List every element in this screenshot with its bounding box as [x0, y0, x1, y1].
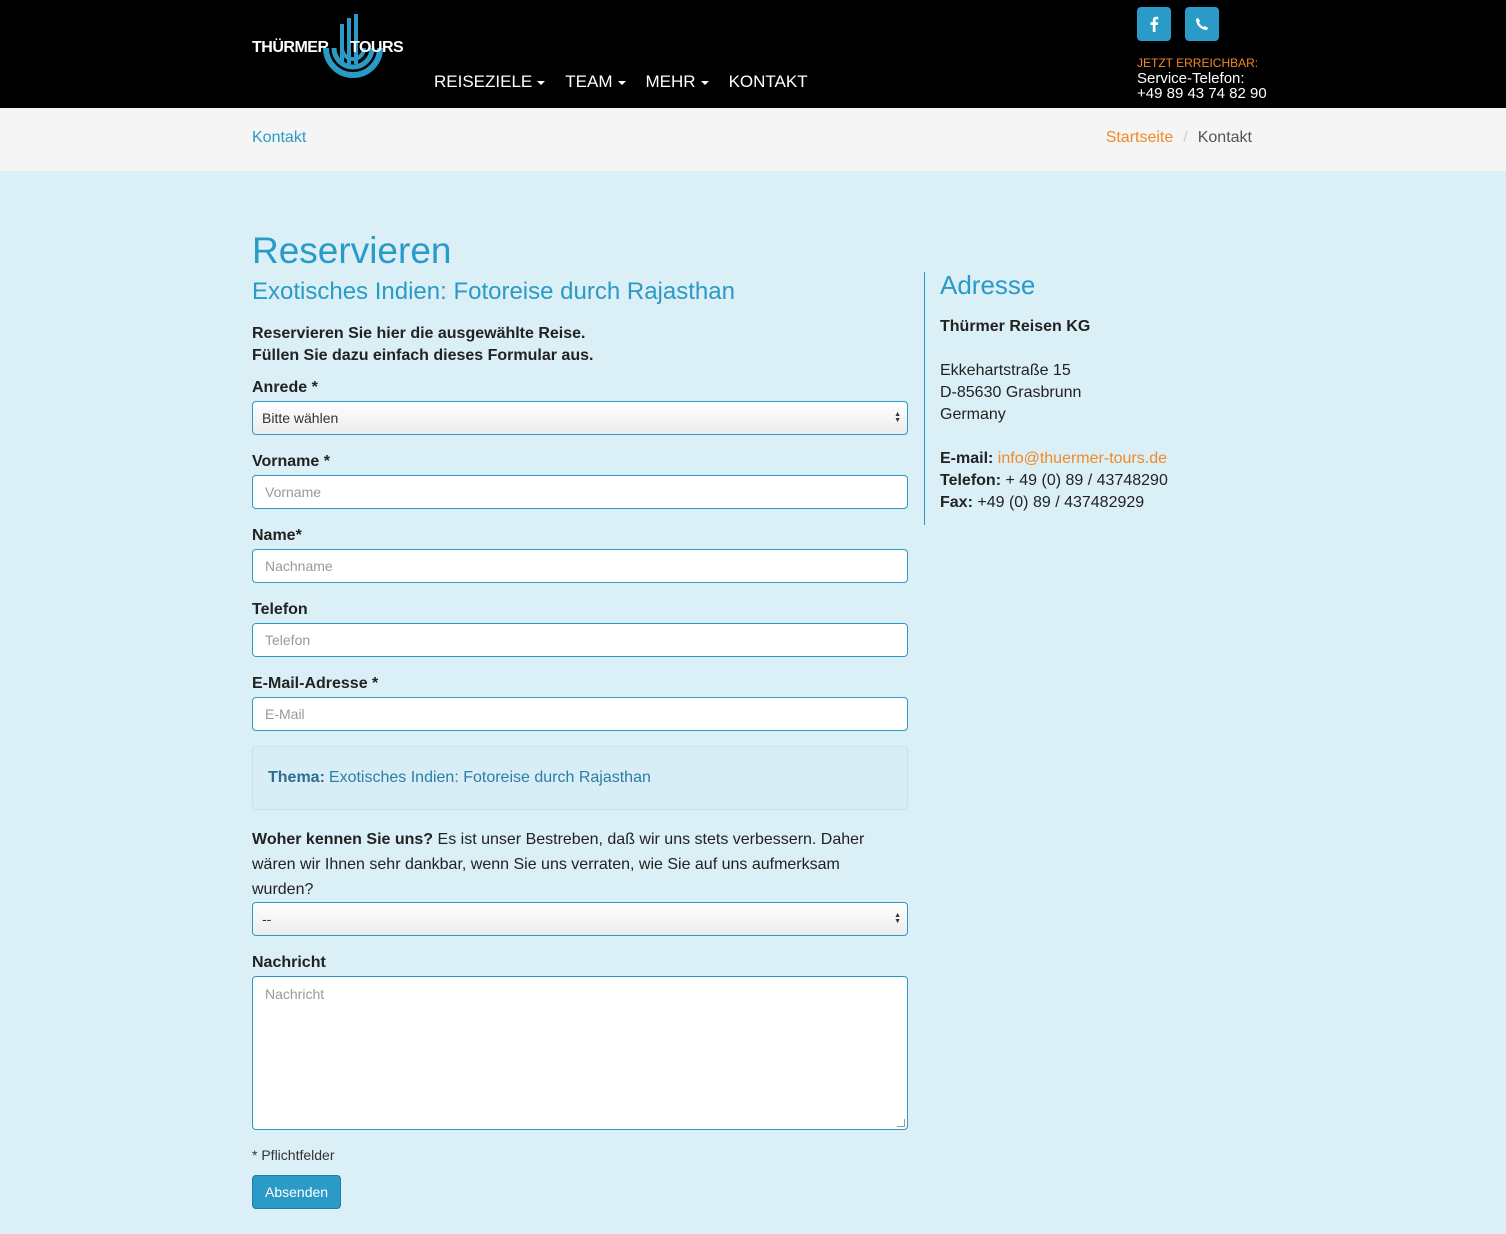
facebook-icon	[1149, 16, 1159, 32]
email-input[interactable]: E-Mail	[252, 697, 908, 731]
service-phone-number[interactable]: +49 89 43 74 82 90	[1137, 85, 1267, 102]
header-contact	[1137, 56, 1267, 101]
nav-item-mehr[interactable]: MEHR	[646, 72, 709, 92]
survey-question	[252, 827, 892, 902]
address-city: D-85630 Grasbrunn	[940, 384, 1082, 401]
trip-title: Exotisches Indien: Fotoreise durch Rajasthan	[252, 278, 735, 305]
required-note: * Pflichtfelder	[252, 1147, 335, 1163]
anrede-label: Anrede *	[252, 379, 318, 396]
form-title: Reservieren	[252, 230, 452, 271]
breadcrumb-home-link[interactable]: Startseite	[1105, 129, 1174, 146]
survey-select[interactable]: -- ▲ ▼	[252, 902, 908, 936]
caret-down-icon	[701, 81, 709, 85]
nachricht-textarea[interactable]: Nachricht	[252, 976, 908, 1130]
breadcrumb-separator: /	[1183, 129, 1188, 146]
company-name: Thürmer Reisen KG	[940, 318, 1091, 335]
facebook-button[interactable]	[1137, 7, 1171, 41]
reservation-form	[252, 228, 909, 1209]
email-group	[252, 671, 909, 731]
nav-item-kontakt[interactable]: KONTAKT	[728, 72, 808, 91]
submit-button[interactable]: Absenden	[252, 1175, 341, 1209]
address-sidebar	[924, 272, 1254, 525]
email-label: E-Mail-Adresse *	[252, 675, 379, 692]
caret-down-icon	[537, 81, 545, 85]
service-phone-label: Service-Telefon:	[1137, 70, 1245, 87]
breadcrumb	[1106, 129, 1252, 147]
phone-button[interactable]	[1185, 7, 1219, 41]
select-arrows-icon: ▲ ▼	[894, 912, 901, 925]
address-heading: Adresse	[940, 270, 1036, 300]
nav-item-reiseziele[interactable]: REISEZIELE	[434, 72, 545, 92]
nav-item-team[interactable]: TEAM	[565, 72, 625, 92]
reachable-label: JETZT ERREICHBAR:	[1137, 56, 1259, 70]
telefon-input[interactable]: Telefon	[252, 623, 908, 657]
logo-text-right: TOURS	[350, 39, 404, 56]
survey-question-text: Es ist unser Bestreben, daß wir uns stets verbessern. Daher wären wir Ihnen sehr dankbar, wenn Sie uns verraten, wie Sie auf uns aufmerksam wurden?	[252, 831, 865, 898]
thema-info-box	[252, 746, 908, 810]
anrede-select[interactable]: Bitte wählen ▲ ▼	[252, 401, 908, 435]
main-nav	[434, 72, 828, 92]
nachricht-label: Nachricht	[252, 954, 326, 971]
thema-value: Exotisches Indien: Fotoreise durch Rajasthan	[328, 769, 651, 786]
address-phone: Telefon: + 49 (0) 89 / 43748290	[940, 472, 1168, 489]
page-title: Kontakt	[252, 129, 307, 146]
address-country: Germany	[940, 406, 1006, 423]
site-header	[0, 0, 1506, 108]
vorname-label: Vorname *	[252, 453, 330, 470]
address-street: Ekkehartstraße 15	[940, 362, 1071, 379]
email-link[interactable]: info@thuermer-tours.de	[997, 450, 1167, 467]
brand-logo[interactable]	[252, 14, 402, 90]
select-arrows-icon: ▲ ▼	[894, 411, 901, 424]
resize-grip-icon[interactable]	[897, 1119, 905, 1127]
nachname-input[interactable]: Nachname	[252, 549, 908, 583]
anrede-group	[252, 375, 909, 435]
logo-text-left: THÜRMER	[252, 39, 329, 56]
telefon-label: Telefon	[252, 601, 308, 618]
caret-down-icon	[618, 81, 626, 85]
nachricht-group	[252, 950, 909, 1130]
phone-icon	[1195, 17, 1209, 31]
form-intro: Reservieren Sie hier die ausgewählte Reise. Füllen Sie dazu einfach dieses Formular aus.	[252, 325, 594, 364]
name-group	[252, 523, 909, 583]
address-fax: Fax: +49 (0) 89 / 437482929	[940, 494, 1145, 511]
vorname-input[interactable]: Vorname	[252, 475, 908, 509]
thema-label: Thema:	[268, 769, 325, 786]
survey-question-bold: Woher kennen Sie uns?	[252, 831, 434, 848]
telefon-group	[252, 597, 909, 657]
breadcrumb-current: Kontakt	[1197, 129, 1252, 146]
name-label: Name*	[252, 527, 302, 544]
vorname-group	[252, 449, 909, 509]
address-email: E-mail: info@thuermer-tours.de	[940, 450, 1167, 467]
breadcrumb-bar	[0, 108, 1506, 171]
